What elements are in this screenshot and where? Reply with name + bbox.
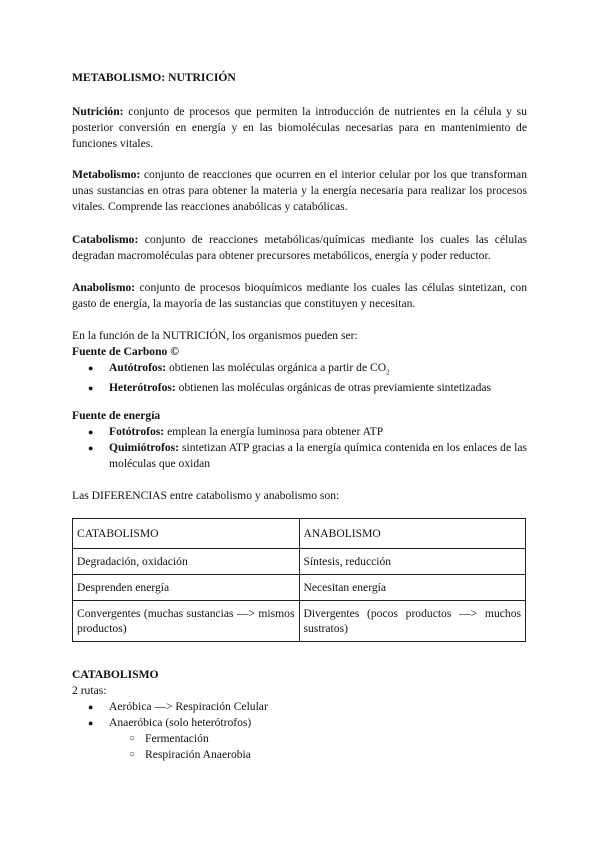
table-cell: Divergentes (pocos productos —> muchos sustratos) xyxy=(299,601,526,642)
list-item: ● Quimiótrofos: sintetizan ATP gracias a la energía química contenida en los enlaces de las moléculas que oxidan xyxy=(72,440,527,472)
table-cell: Necesitan energía xyxy=(299,575,526,601)
list-item: ● Fotótrofos: emplean la energía luminosa para obtener ATP xyxy=(72,424,527,440)
definition-catabolismo xyxy=(72,232,527,264)
list-item: ● Autótrofos: obtienen las moléculas orgánica a partir de $CO_2$ xyxy=(72,360,527,380)
list-item: ● Heterótrofos: obtienen las moléculas orgánicas de otras previamiente sintetizadas xyxy=(72,380,527,396)
definition-text: conjunto de procesos que permiten la introducción de nutrientes en la célula y su posterior conversión en energía y en las biomoléculas necesarias para en mantenimiento de funciones vitales. xyxy=(72,105,527,150)
table-header: ANABOLISMO xyxy=(299,519,526,549)
page-title: METABOLISMO: NUTRICIÓN xyxy=(72,71,236,84)
definition-term: Anabolismo: xyxy=(72,281,136,294)
definition-text: conjunto de procesos bioquímicos mediante los cuales las células sintetizan, con gasto de energía, la mayoría de las sustancias que constituyen y necesitan. xyxy=(72,281,527,310)
table-row xyxy=(73,575,526,601)
definition-metabolismo xyxy=(72,167,527,215)
nutrition-intro: En la función de la NUTRICIÓN, los organismos pueden ser: xyxy=(72,329,358,342)
routes-label: 2 rutas: xyxy=(72,684,107,697)
list-item: ○ Respiración Anaerobia xyxy=(72,747,527,763)
list-item: ○ Fermentación xyxy=(72,731,527,747)
definition-term: Metabolismo: xyxy=(72,168,141,181)
table-header-row xyxy=(73,519,526,549)
table-row xyxy=(73,549,526,575)
definition-text: conjunto de reacciones metabólicas/químicas mediante los cuales las células degradan macromoléculas para obtener precursores metabólicos, energía y poder reductor. xyxy=(72,233,527,262)
differences-table xyxy=(72,518,526,642)
energy-heading: Fuente de energía xyxy=(72,409,161,422)
table-header: CATABOLISMO xyxy=(73,519,300,549)
table-cell: Convergentes (muchas sustancias —> mismos productos) xyxy=(73,601,300,642)
carbon-list xyxy=(72,360,527,396)
energy-list xyxy=(72,424,527,472)
table-cell: Desprenden energía xyxy=(73,575,300,601)
definition-nutricion xyxy=(72,104,527,152)
differences-intro: Las DIFERENCIAS entre catabolismo y anabolismo son: xyxy=(72,489,340,502)
definition-term: Catabolismo: xyxy=(72,233,139,246)
table-row xyxy=(73,601,526,642)
routes-list xyxy=(72,699,527,731)
list-item: ● Aeróbica —> Respiración Celular xyxy=(72,699,527,715)
subroutes-list xyxy=(72,731,527,763)
table-cell: Síntesis, reducción xyxy=(299,549,526,575)
definition-anabolismo xyxy=(72,280,527,312)
catabolism-heading: CATABOLISMO xyxy=(72,668,159,681)
table-cell: Degradación, oxidación xyxy=(73,549,300,575)
definition-text: conjunto de reacciones que ocurren en el interior celular por los que transforman unas sustancias en otras para obtener la materia y la energía necesaria para realizar los procesos vitales. Comprende las reacciones anabólicas y catabólicas. xyxy=(72,168,527,213)
list-item: ● Anaeróbica (solo heterótrofos) xyxy=(72,715,527,731)
definition-term: Nutrición: xyxy=(72,105,124,118)
carbon-heading: Fuente de Carbono © xyxy=(72,345,179,358)
